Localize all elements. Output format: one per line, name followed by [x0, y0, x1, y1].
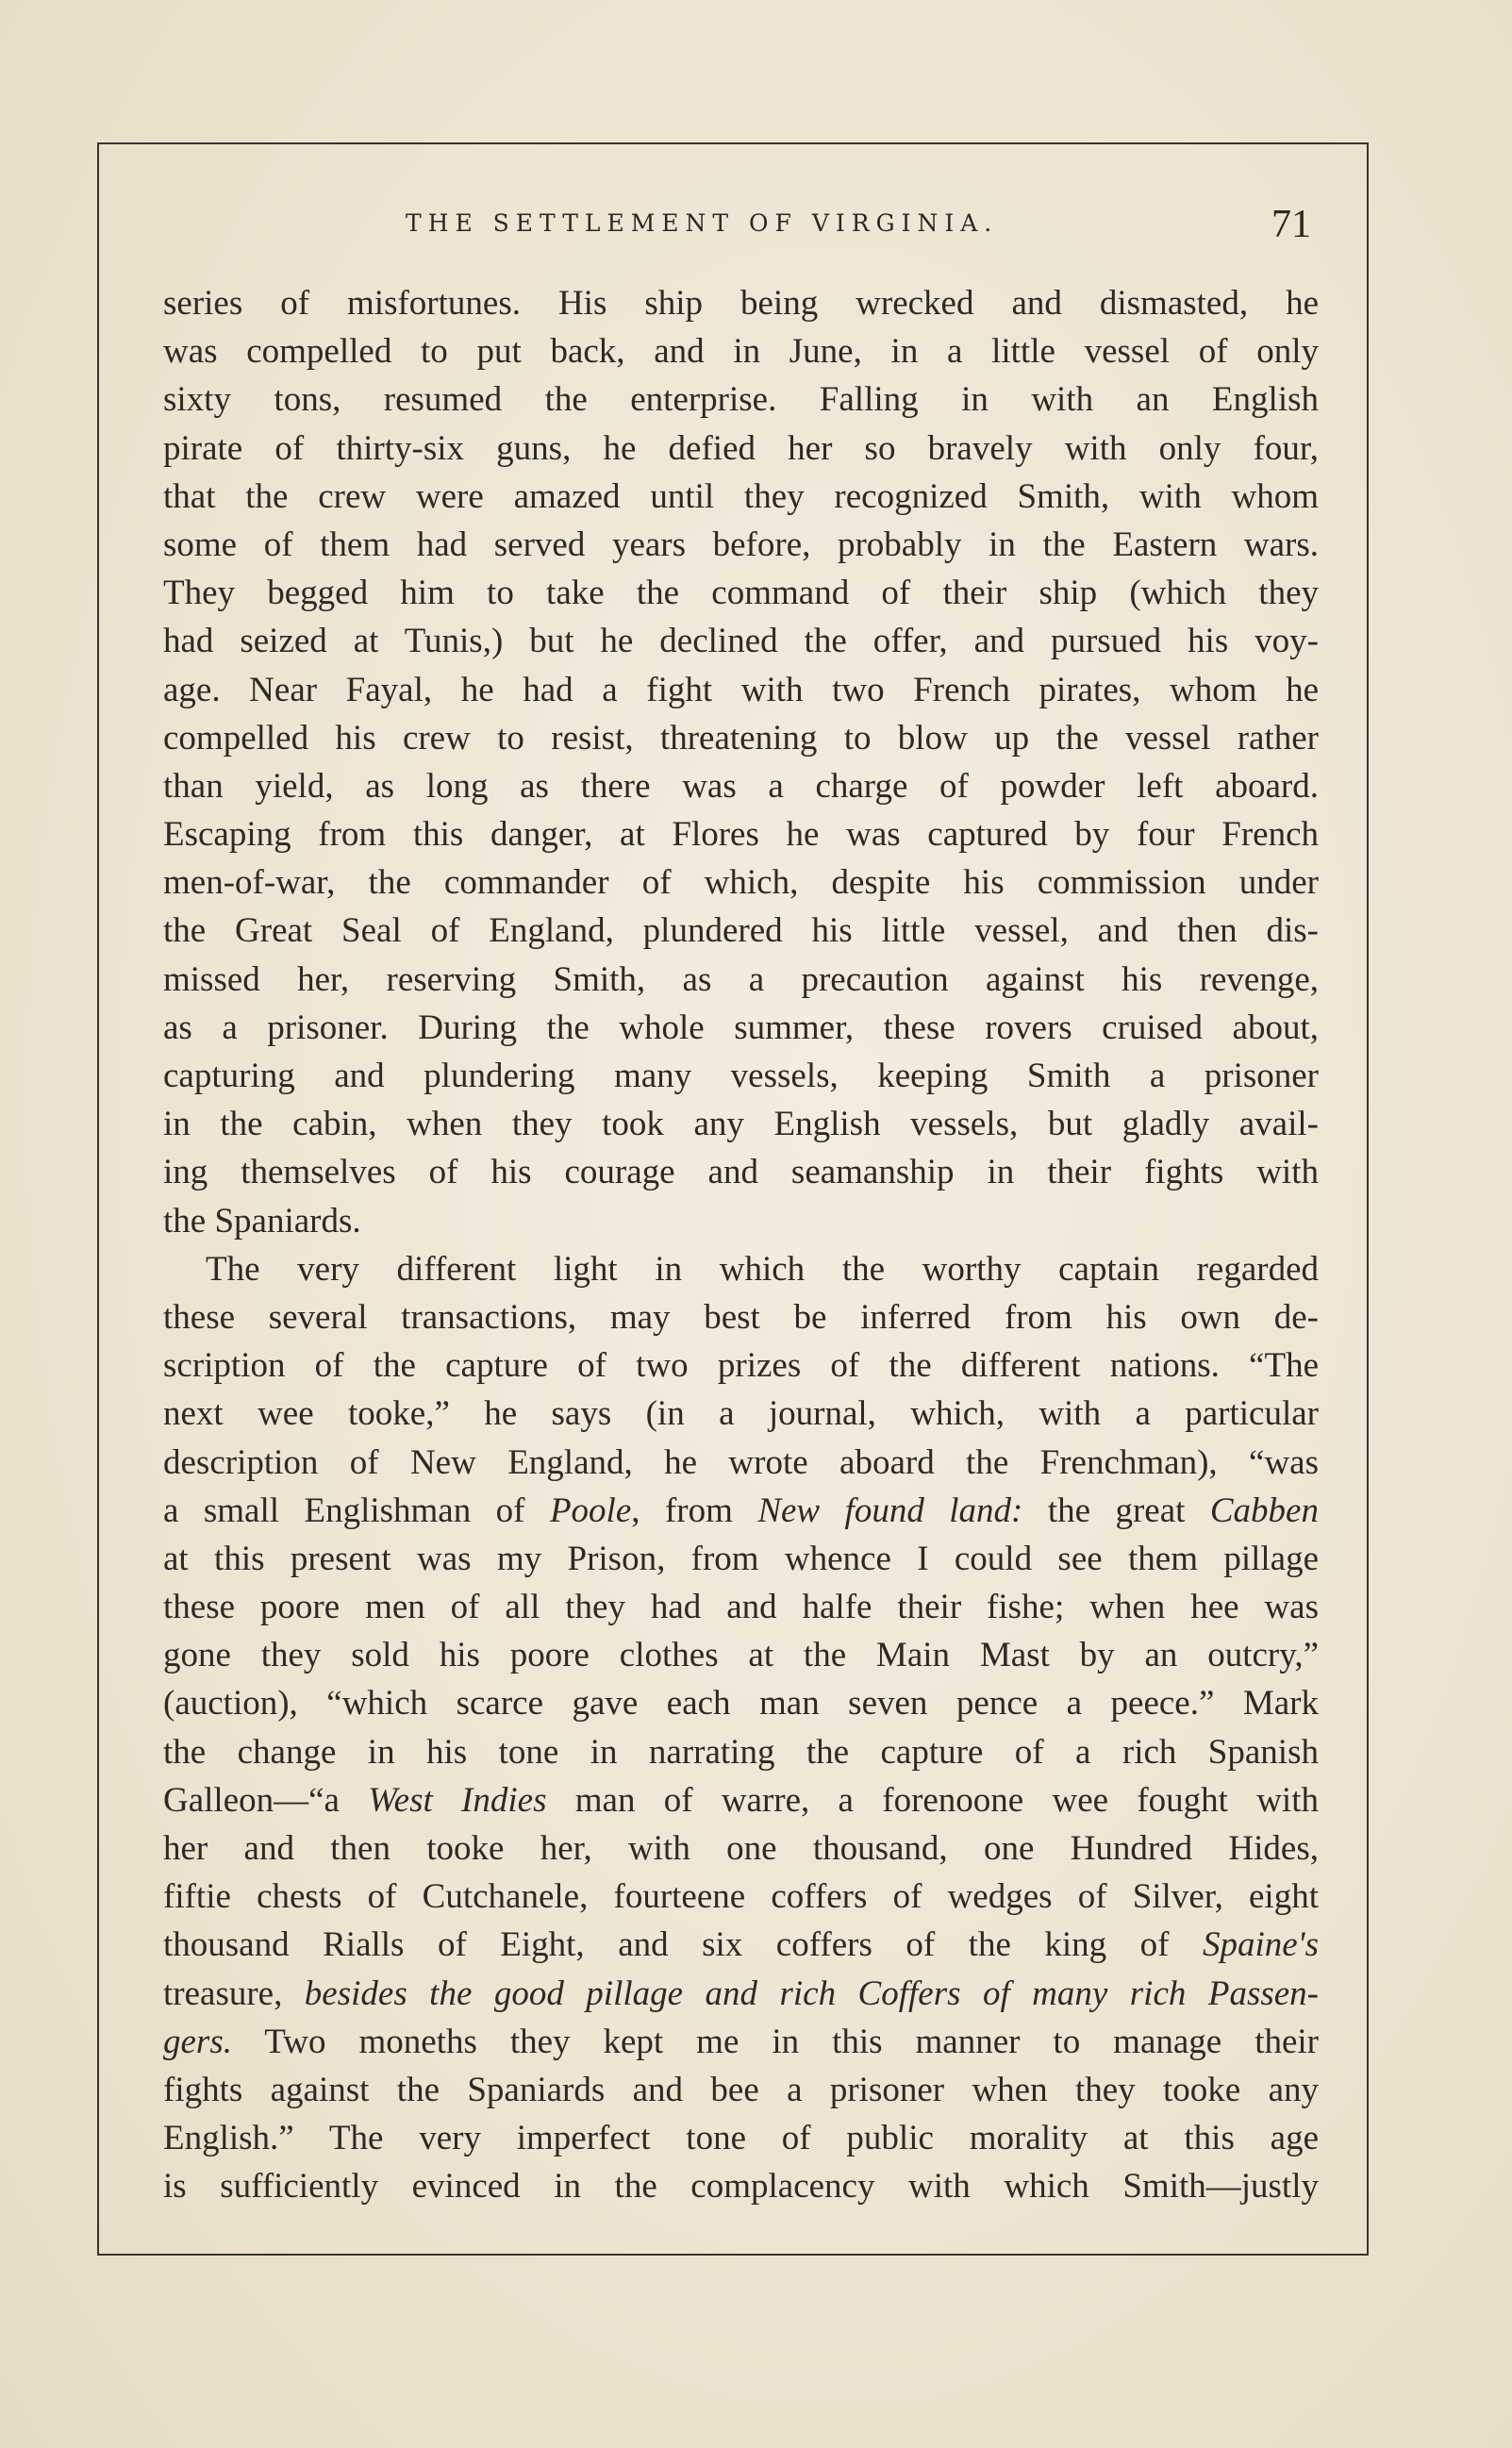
italic-text-run: gers. [163, 2022, 232, 2061]
italic-text-run: Cabben [1209, 1490, 1319, 1530]
text-line: these poore men of all they had and halfe their fishe; when hee was [163, 1588, 1319, 1627]
text-line [163, 2018, 1319, 2066]
text-run: , from [631, 1490, 758, 1530]
text-line [163, 1921, 1319, 1969]
italic-text-run: Spaine's [1202, 1925, 1319, 1965]
text-line: than yield, as long as there was a charge of powder left aboard. [163, 766, 1319, 806]
text-run: thousand Rialls of Eight, and six coffers of the king of [163, 1925, 1203, 1965]
text-line: gone they sold his poore clothes at the Main Mast by an outcry,” [163, 1636, 1319, 1675]
running-head [0, 202, 1512, 249]
text-run: the great [1022, 1490, 1210, 1530]
text-line: as a prisoner. During the whole summer, these rovers cruised about, [163, 1008, 1319, 1047]
text-line: had seized at Tunis,) but he declined the offer, and pursued his voy- [163, 622, 1319, 661]
text-line: fiftie chests of Cutchanele, fourteene coffers of wedges of Silver, eight [163, 1877, 1319, 1917]
text-line: missed her, reserving Smith, as a precaution against his revenge, [163, 959, 1319, 999]
text-line: (auction), “which scarce gave each man seven pence a peece.” Mark [163, 1684, 1319, 1724]
text-line: English.” The very imperfect tone of public morality at this age [163, 2119, 1319, 2158]
text-line: They begged him to take the command of their ship (which they [163, 574, 1319, 613]
text-line: Escaping from this danger, at Flores he was captured by four French [163, 815, 1319, 855]
text-line: the Great Seal of England, plundered his little vessel, and then dis- [163, 911, 1319, 951]
text-line: her and then tooke her, with one thousand, one Hundred Hides, [163, 1829, 1319, 1868]
text-line: next wee tooke,” he says (in a journal, which, with a particular [163, 1394, 1319, 1434]
text-line: pirate of thirty-six guns, he defied her so bravely with only four, [163, 428, 1319, 468]
text-line: fights against the Spaniards and bee a prisoner when they tooke any [163, 2070, 1319, 2109]
italic-text-run: West Indies [368, 1780, 547, 1820]
text-line: is sufficiently evinced in the complacency with which Smith—justly [163, 2167, 1319, 2207]
text-line: series of misfortunes. His ship being wrecked and dismasted, he [163, 284, 1319, 323]
text-line: the change in his tone in narrating the capture of a rich Spanish [163, 1732, 1319, 1772]
text-line: these several transactions, may best be inferred from his own de- [163, 1297, 1319, 1337]
italic-text-run: besides the good pillage and rich Coffers of many rich Passen- [304, 1973, 1319, 2013]
text-line: in the cabin, when they took any English vessels, but gladly avail- [163, 1105, 1319, 1144]
running-title: THE SETTLEMENT OF VIRGINIA. [406, 209, 999, 237]
text-line: capturing and plundering many vessels, keeping Smith a prisoner [163, 1057, 1319, 1095]
text-line: at this present was my Prison, from whence I could see them pillage [163, 1539, 1319, 1578]
text-run: a small Englishman of [163, 1490, 550, 1530]
text-line: age. Near Fayal, he had a fight with two French pirates, whom he [163, 670, 1319, 709]
text-line: scription of the capture of two prizes of the different nations. “The [163, 1346, 1319, 1386]
text-line: ing themselves of his courage and seamanship in their fights with [163, 1153, 1319, 1192]
text-run: treasure, [163, 1973, 305, 2013]
text-line [163, 1970, 1319, 2018]
text-line: compelled his crew to resist, threatening to blow up the vessel rather [163, 718, 1319, 758]
text-line: the Spaniards. [163, 1201, 361, 1241]
paragraph-first-line: The very different light in which the worthy captain regarded [206, 1249, 1319, 1289]
text-line: some of them had served years before, probably in the Eastern wars. [163, 525, 1319, 564]
text-line: men-of-war, the commander of which, despite his commission under [163, 863, 1319, 903]
text-line: description of New England, he wrote aboard the Frenchman), “was [163, 1442, 1319, 1482]
text-run: Galleon—“a [163, 1780, 369, 1820]
text-line: that the crew were amazed until they recognized Smith, with whom [163, 476, 1319, 516]
text-run: man of warre, a forenoone wee fought with [546, 1780, 1319, 1820]
text-line [163, 1776, 1319, 1824]
body-text [163, 279, 1319, 2211]
text-line: sixty tons, resumed the enterprise. Falling in with an English [163, 380, 1319, 420]
page-number: 71 [1271, 203, 1311, 246]
italic-text-run: Poole [549, 1490, 632, 1530]
text-run: Two moneths they kept me in this manner to manage their [231, 2022, 1319, 2061]
text-line [163, 1487, 1319, 1535]
text-line: was compelled to put back, and in June, in a little vessel of only [163, 332, 1319, 372]
italic-text-run: New found land: [757, 1490, 1023, 1530]
